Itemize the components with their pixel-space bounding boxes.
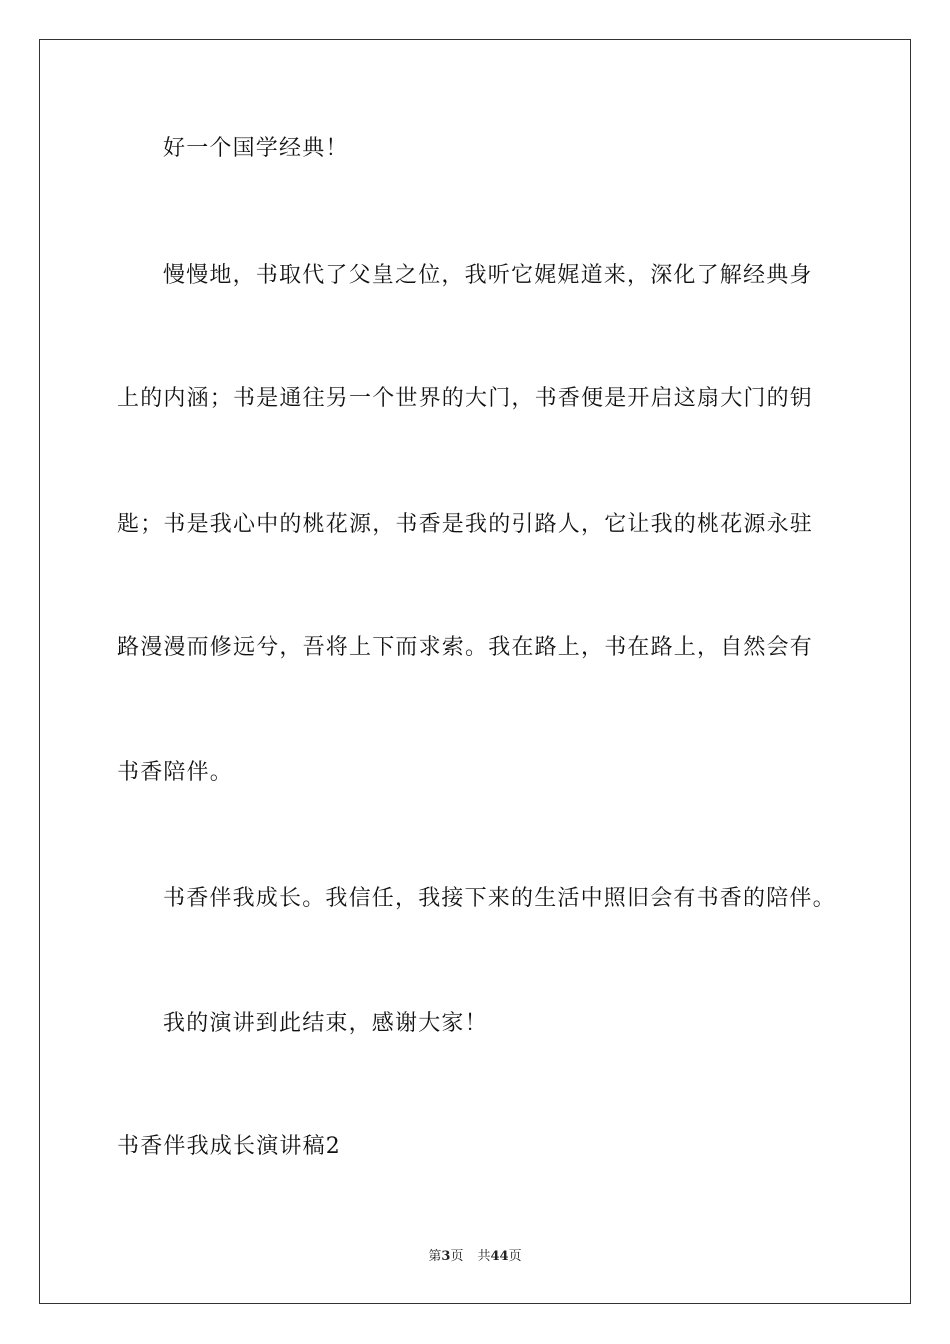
paragraph-line-6: 书香陪伴。 — [117, 760, 234, 785]
paragraph-line-2: 慢慢地，书取代了父皇之位，我听它娓娓道来，深化了解经典身 — [163, 263, 813, 288]
paragraph-line-3: 上的内涵；书是通往另一个世界的大门，书香便是开启这扇大门的钥 — [117, 386, 814, 411]
paragraph-line-5: 路漫漫而修远兮，吾将上下而求索。我在路上，书在路上，自然会有 — [117, 635, 814, 660]
total-prefix: 共 — [477, 1249, 491, 1264]
paragraph-line-4: 匙；书是我心中的桃花源，书香是我的引路人，它让我的桃花源永驻 — [117, 512, 814, 537]
paragraph-line-1: 好一个国学经典！ — [163, 136, 349, 161]
total-pages: 44 — [490, 1249, 509, 1264]
paragraph-line-8: 我的演讲到此结束，感谢大家！ — [163, 1011, 488, 1036]
page-border — [39, 39, 911, 1304]
total-suffix: 页 — [508, 1249, 522, 1264]
page-number: 3 — [441, 1249, 451, 1264]
page-suffix: 页 — [450, 1249, 464, 1264]
page-footer — [0, 1249, 950, 1265]
page-prefix: 第 — [428, 1249, 442, 1264]
paragraph-line-7: 书香伴我成长。我信任，我接下来的生活中照旧会有书香的陪伴。 — [163, 886, 836, 911]
section-heading: 书香伴我成长演讲稿2 — [117, 1134, 341, 1159]
